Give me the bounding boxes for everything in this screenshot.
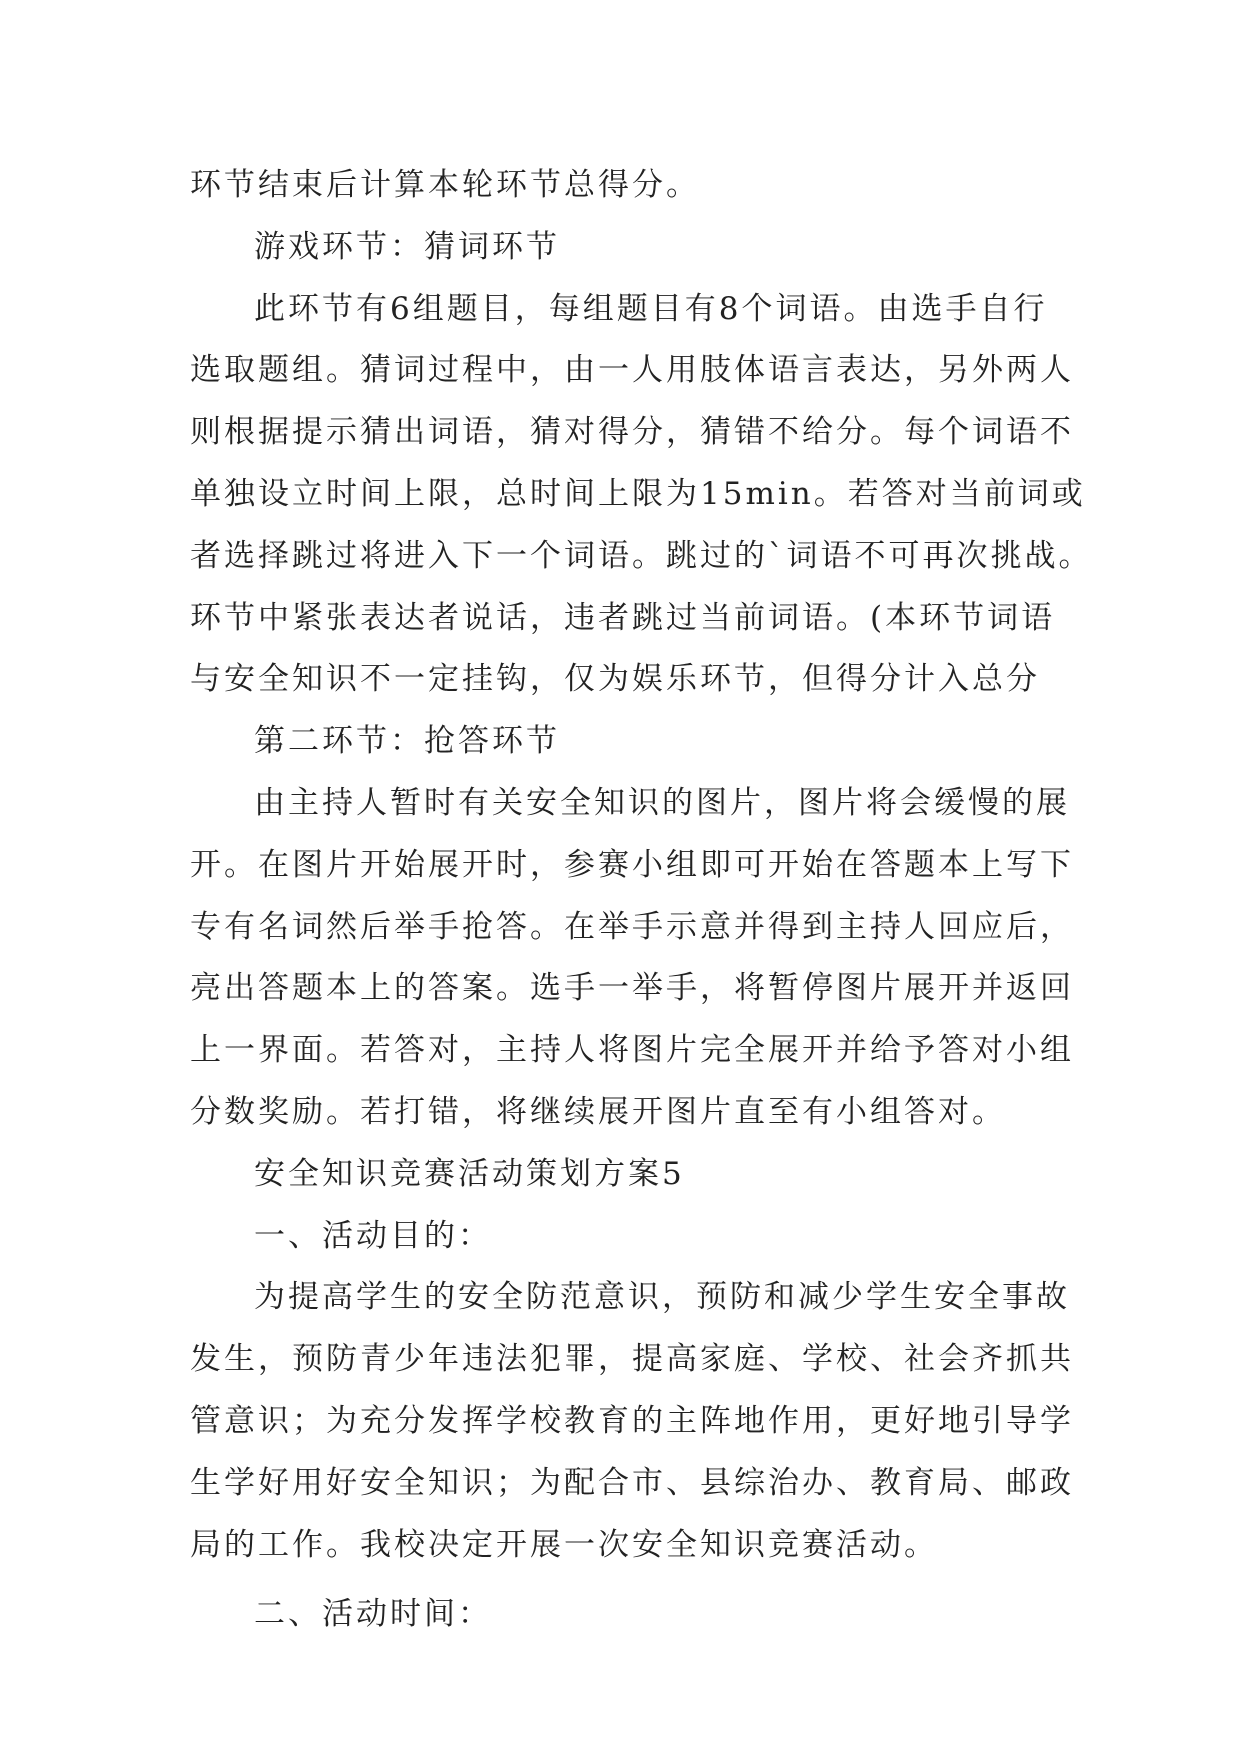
- paragraph-line: 单独设立时间上限，总时间上限为15min。若答对当前词或: [190, 475, 1086, 512]
- paragraph-line: 选取题组。猜词过程中，由一人用肢体语言表达，另外两人: [190, 352, 1074, 389]
- paragraph-line: 开。在图片开始展开时，参赛小组即可开始在答题本上写下: [190, 846, 1074, 883]
- section-heading: 第二环节：抢答环节: [254, 723, 560, 760]
- paragraph-line: 环节结束后计算本轮环节总得分。: [190, 167, 700, 203]
- paragraph-line: 局的工作。我校决定开展一次安全知识竞赛活动。: [190, 1526, 938, 1563]
- paragraph-line: 则根据提示猜出词语，猜对得分，猜错不给分。每个词语不: [190, 414, 1074, 451]
- paragraph-line: 此环节有6组题目，每组题目有8个词语。由选手自行: [254, 290, 1048, 327]
- paragraph-line: 分数奖励。若打错，将继续展开图片直至有小组答对。: [190, 1093, 1006, 1130]
- paragraph-line: 环节中紧张表达者说话，违者跳过当前词语。(本环节词语: [190, 599, 1056, 636]
- paragraph-gap: [190, 1576, 1070, 1584]
- section-heading: 二、活动时间：: [254, 1596, 492, 1633]
- paragraph-line: 生学好用好安全知识；为配合市、县综治办、教育局、邮政: [190, 1464, 1074, 1501]
- paragraph-line: 为提高学生的安全防范意识，预防和减少学生安全事故: [254, 1279, 1070, 1316]
- paragraph-line: 者选择跳过将进入下一个词语。跳过的`词语不可再次挑战。: [190, 537, 1093, 574]
- section-heading: 一、活动目的：: [254, 1217, 492, 1254]
- paragraph-line: 与安全知识不一定挂钩，仅为娱乐环节，但得分计入总分: [190, 661, 1040, 698]
- document-body: [190, 155, 1093, 1646]
- paragraph-line: 由主持人暂时有关安全知识的图片，图片将会缓慢的展: [254, 784, 1070, 821]
- paragraph-line: 亮出答题本上的答案。选手一举手，将暂停图片展开并返回: [190, 970, 1074, 1007]
- paragraph-line: 上一界面。若答对，主持人将图片完全展开并给予答对小组: [190, 1032, 1074, 1069]
- document-title: 安全知识竞赛活动策划方案5: [254, 1155, 685, 1192]
- paragraph-line: 发生，预防青少年违法犯罪，提高家庭、学校、社会齐抓共: [190, 1341, 1074, 1378]
- section-heading: 游戏环节：猜词环节: [254, 228, 560, 265]
- paragraph-line: 专有名词然后举手抢答。在举手示意并得到主持人回应后，: [190, 908, 1074, 945]
- paragraph-line: 管意识；为充分发挥学校教育的主阵地作用，更好地引导学: [190, 1402, 1074, 1439]
